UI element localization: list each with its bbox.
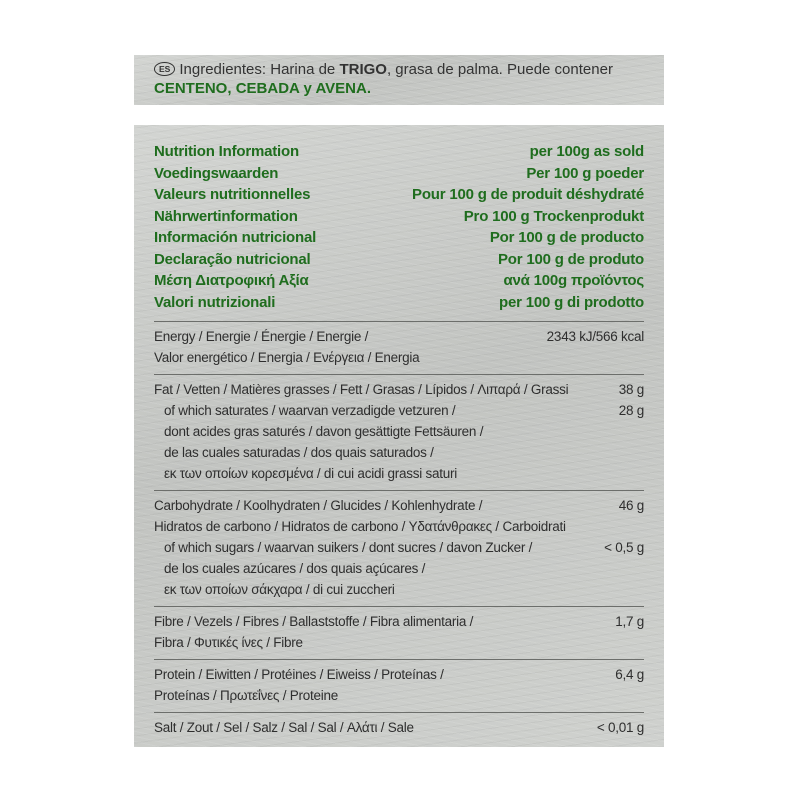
energy-section: [154, 321, 644, 374]
salt-value: < 0,01 g: [596, 720, 644, 735]
sugars-row-cont: de los cuales azúcares / dos quais açúcares /: [164, 561, 426, 576]
saturates-row-cont: εκ των οποίων κορεσμένα / di cui acidi grassi saturi: [164, 466, 457, 481]
sugars-row-cont: εκ των οποίων σάκχαρα / di cui zuccheri: [164, 582, 395, 597]
ingredients-panel: [134, 55, 664, 105]
salt-row: Salt / Zout / Sel / Salz / Sal / Sal / Αλάτι / Sale < 0,01 g: [154, 717, 644, 738]
fat-value: 38 g: [618, 382, 644, 397]
carbohydrate-row-cont: Hidratos de carbono / Hidratos de carbono / Υδατάνθρακες / Carboidrati: [154, 519, 566, 534]
protein-row: Protein / Eiwitten / Protéines / Eiweiss / Proteínas / 6,4 g: [154, 664, 644, 685]
fibre-row: Fibre / Vezels / Fibres / Ballaststoffe / Fibra alimentaria / 1,7 g: [154, 611, 644, 632]
carbohydrate-value: 46 g: [618, 498, 644, 513]
ingredients-line-2: CENTENO, CEBADA y AVENA.: [154, 80, 372, 97]
fibre-row-cont: Fibra / Φυτικές ίνες / Fibre: [154, 635, 303, 650]
fibre-value: 1,7 g: [615, 614, 644, 629]
saturates-value: 28 g: [618, 403, 644, 418]
protein-value: 6,4 g: [615, 667, 644, 682]
header-row: Nutrition Information per 100g as sold: [154, 143, 644, 160]
saturates-row-cont: dont acides gras saturés / davon gesättigte Fettsäuren /: [164, 424, 484, 439]
header-row: Nährwertinformation Pro 100 g Trockenprodukt: [154, 207, 644, 225]
saturates-row: of which saturates / waarvan verzadigde vetzuren / 28 g: [154, 400, 644, 421]
energy-row: Energy / Energie / Énergie / Energie / 2343 kJ/566 kcal: [154, 326, 644, 347]
energy-value: 2343 kJ/566 kcal: [546, 329, 644, 344]
salt-section: [154, 712, 644, 738]
fat-row: Fat / Vetten / Matières grasses / Fett / Grasas / Lípidos / Λιπαρά / Grassi 38 g: [154, 379, 644, 400]
header-row: Declaração nutricional Por 100 g de produto: [154, 250, 644, 268]
header-row: Valeurs nutritionnelles Pour 100 g de produit déshydraté: [154, 186, 644, 203]
ingredients-line-1: ES Ingredientes: Harina de TRIGO, grasa de palma. Puede contener: [154, 60, 644, 79]
header-row: Μέση Διατροφική Αξία ανά 100g προϊόντος: [154, 272, 644, 289]
sugars-row: of which sugars / waarvan suikers / dont sucres / davon Zucker / < 0,5 g: [154, 537, 644, 558]
fibre-section: [154, 606, 644, 659]
language-badge-es: ES: [154, 62, 175, 76]
saturates-row-cont: de las cuales saturadas / dos quais saturados /: [164, 445, 434, 460]
sugars-value: < 0,5 g: [604, 540, 644, 555]
carbohydrate-section: [154, 490, 644, 606]
protein-row-cont: Proteínas / Πρωτεΐνες / Proteine: [154, 688, 338, 703]
header-row: Voedingswaarden Per 100 g poeder: [154, 164, 644, 182]
header-row: Valori nutrizionali per 100 g di prodotto: [154, 293, 644, 311]
fat-section: [154, 374, 644, 490]
carbohydrate-row: Carbohydrate / Koolhydraten / Glucides / Kohlenhydrate / 46 g: [154, 495, 644, 516]
header-row: Información nutricional Por 100 g de producto: [154, 229, 644, 246]
energy-row-cont: Valor energético / Energia / Ενέργεια / Energia: [154, 350, 420, 365]
protein-section: [154, 659, 644, 712]
nutrition-table: [134, 125, 664, 747]
nutrition-header: [154, 141, 644, 313]
